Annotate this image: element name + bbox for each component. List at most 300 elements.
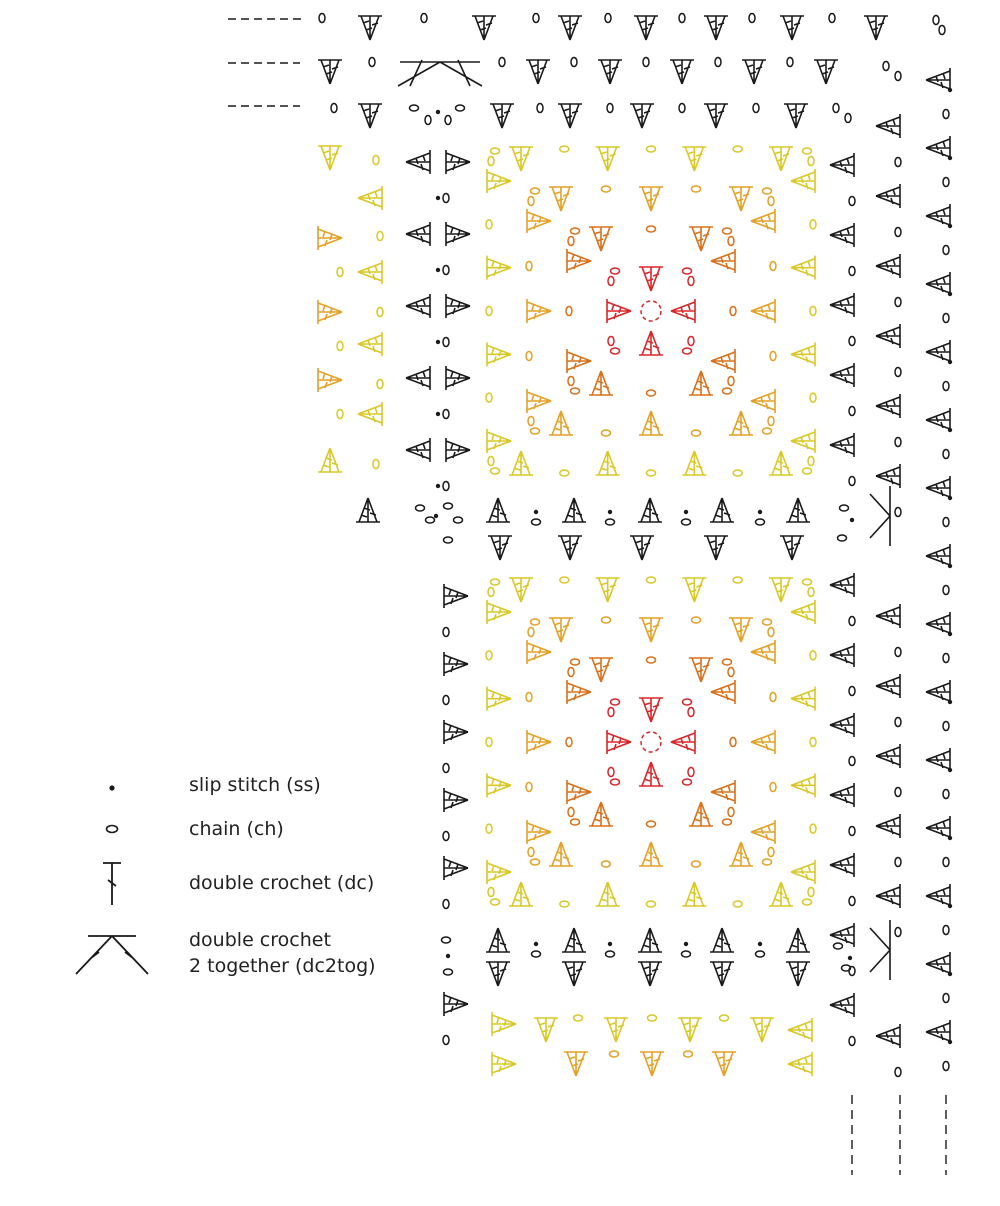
chain-symbol xyxy=(679,104,685,113)
chain-symbol xyxy=(443,266,449,275)
chain-symbol xyxy=(768,628,774,637)
chain-symbol xyxy=(421,14,427,23)
slip-stitch-symbol xyxy=(948,156,952,160)
cluster-symbol xyxy=(671,730,695,754)
cluster-symbol xyxy=(639,762,663,786)
chain-symbol xyxy=(763,188,772,194)
joining-rows xyxy=(356,498,854,986)
cluster-symbol xyxy=(729,411,753,435)
chain-symbol xyxy=(532,951,541,957)
cluster-symbol xyxy=(704,16,728,40)
chain-symbol xyxy=(733,146,742,152)
cluster-symbol xyxy=(791,342,815,366)
chain-symbol xyxy=(810,393,816,402)
chain-symbol xyxy=(829,14,835,23)
chain-symbol xyxy=(763,859,772,865)
chain-symbol xyxy=(647,821,656,827)
cluster-symbol xyxy=(446,438,470,462)
cluster-symbol xyxy=(780,536,804,560)
chain-symbol xyxy=(571,388,580,394)
chain-symbol xyxy=(443,338,449,347)
cluster-symbol xyxy=(711,349,735,373)
cluster-symbol xyxy=(486,928,510,952)
cluster-symbol xyxy=(492,1052,516,1076)
chain-symbol xyxy=(688,708,694,717)
cluster-symbol xyxy=(830,993,854,1017)
cluster-symbol xyxy=(639,842,663,866)
chain-symbol xyxy=(425,116,431,125)
cluster-symbol xyxy=(876,604,900,628)
cluster-symbol xyxy=(876,114,900,138)
cluster-symbol xyxy=(710,498,734,522)
chain-symbol xyxy=(692,861,701,867)
chain-symbol xyxy=(733,901,742,907)
cluster-symbol xyxy=(596,147,620,171)
cluster-symbol xyxy=(876,184,900,208)
chain-symbol xyxy=(443,832,449,841)
slip-stitch-dot-icon xyxy=(109,785,114,790)
chain-symbol xyxy=(647,657,656,663)
chain-symbol xyxy=(943,586,949,595)
cluster-symbol xyxy=(487,773,511,797)
cluster-symbol xyxy=(638,498,662,522)
chain-symbol xyxy=(683,268,692,274)
cluster-symbol xyxy=(567,349,591,373)
cluster-symbol xyxy=(791,687,815,711)
cluster-symbol xyxy=(926,544,950,568)
chain-symbol xyxy=(571,228,580,234)
cluster-symbol xyxy=(926,612,950,636)
cluster-symbol xyxy=(486,962,510,986)
chain-symbol xyxy=(611,779,620,785)
cluster-symbol xyxy=(670,60,694,84)
chain-symbol xyxy=(787,58,793,67)
chain-symbol xyxy=(531,619,540,625)
cluster-symbol xyxy=(876,744,900,768)
chain-symbol xyxy=(443,482,449,491)
cluster-symbol xyxy=(926,816,950,840)
chain-symbol xyxy=(602,617,611,623)
chain-symbol xyxy=(895,228,901,237)
chain-oval-icon xyxy=(107,826,118,833)
chain-symbol xyxy=(528,197,534,206)
slip-stitch-symbol xyxy=(608,510,612,514)
cluster-symbol xyxy=(751,299,775,323)
cluster-symbol xyxy=(509,451,533,475)
chain-symbol xyxy=(692,617,701,623)
center-ring xyxy=(641,301,661,321)
cluster-symbol xyxy=(791,169,815,193)
cluster-symbol xyxy=(472,16,496,40)
chain-symbol xyxy=(605,14,611,23)
chain-symbol xyxy=(803,148,812,154)
chain-symbol xyxy=(895,368,901,377)
legend-dc2tog-label-1: double crochet xyxy=(189,929,331,951)
legend xyxy=(76,774,376,977)
chain-symbol xyxy=(849,827,855,836)
chain-symbol xyxy=(568,808,574,817)
chain-symbol xyxy=(528,848,534,857)
center-ring xyxy=(641,732,661,752)
chain-symbol xyxy=(499,58,505,67)
slip-stitch-symbol xyxy=(948,904,952,908)
chain-symbol xyxy=(723,388,732,394)
chain-symbol xyxy=(608,708,614,717)
cluster-symbol xyxy=(791,256,815,280)
cluster-symbol xyxy=(682,147,706,171)
cluster-symbol xyxy=(358,260,382,284)
cluster-symbol xyxy=(712,1052,736,1076)
cluster-symbol xyxy=(444,992,468,1016)
cluster-symbol xyxy=(490,104,514,128)
chain-symbol xyxy=(768,197,774,206)
chain-symbol xyxy=(566,307,572,316)
chain-symbol xyxy=(756,951,765,957)
slip-stitch-symbol xyxy=(948,836,952,840)
cluster-symbol xyxy=(562,928,586,952)
cluster-symbol xyxy=(639,267,663,291)
chain-symbol xyxy=(895,72,901,81)
cluster-symbol xyxy=(704,536,728,560)
cluster-symbol xyxy=(358,402,382,426)
chain-symbol xyxy=(845,114,851,123)
cluster-symbol xyxy=(689,802,713,826)
cluster-symbol xyxy=(630,536,654,560)
chain-symbol xyxy=(943,178,949,187)
chain-symbol xyxy=(337,268,343,277)
cluster-symbol xyxy=(318,300,342,324)
cluster-symbol xyxy=(791,860,815,884)
chain-symbol xyxy=(611,268,620,274)
chain-symbol xyxy=(319,14,325,23)
chain-symbol xyxy=(526,352,532,361)
chain-symbol xyxy=(808,588,814,597)
cluster-symbol xyxy=(830,713,854,737)
chain-symbol xyxy=(840,505,849,511)
chain-symbol xyxy=(486,824,492,833)
cluster-symbol xyxy=(487,429,511,453)
cluster-symbol xyxy=(876,394,900,418)
chain-symbol xyxy=(770,262,776,271)
chain-symbol xyxy=(849,337,855,346)
cluster-symbol xyxy=(527,299,551,323)
cluster-symbol xyxy=(638,928,662,952)
cluster-symbol xyxy=(526,60,550,84)
cluster-symbol xyxy=(406,150,430,174)
cluster-symbol xyxy=(710,962,734,986)
chain-symbol xyxy=(608,277,614,286)
chain-symbol xyxy=(486,307,492,316)
chain-symbol xyxy=(647,390,656,396)
chain-symbol xyxy=(560,901,569,907)
chain-symbol xyxy=(895,438,901,447)
chain-symbol xyxy=(895,858,901,867)
cluster-symbol xyxy=(830,433,854,457)
chain-symbol xyxy=(537,104,543,113)
chain-symbol xyxy=(849,267,855,276)
chain-symbol xyxy=(454,517,463,523)
chain-symbol xyxy=(939,26,945,35)
chain-symbol xyxy=(607,104,613,113)
cluster-symbol xyxy=(704,104,728,128)
right-border-columns xyxy=(830,68,952,1175)
left-border-columns xyxy=(406,150,470,1045)
slip-stitch-symbol xyxy=(948,88,952,92)
cluster-symbol xyxy=(876,814,900,838)
cluster-symbol xyxy=(711,780,735,804)
slip-stitch-symbol xyxy=(948,972,952,976)
chain-symbol xyxy=(684,1051,693,1057)
chain-symbol xyxy=(369,58,375,67)
cluster-symbol xyxy=(318,146,342,170)
cluster-symbol xyxy=(639,187,663,211)
cluster-symbol xyxy=(682,578,706,602)
cluster-symbol xyxy=(751,389,775,413)
cluster-symbol xyxy=(926,1020,950,1044)
cluster-symbol xyxy=(527,730,551,754)
cluster-symbol xyxy=(830,573,854,597)
cluster-symbol xyxy=(492,1012,516,1036)
cluster-symbol xyxy=(607,730,631,754)
chain-symbol xyxy=(647,901,656,907)
cluster-symbol xyxy=(729,618,753,642)
cluster-symbol xyxy=(446,366,470,390)
cluster-symbol xyxy=(549,187,573,211)
slip-stitch-symbol xyxy=(436,110,440,114)
chain-symbol xyxy=(602,430,611,436)
cluster-symbol xyxy=(876,254,900,278)
chain-symbol xyxy=(531,859,540,865)
chain-symbol xyxy=(679,14,685,23)
cluster-symbol xyxy=(444,652,468,676)
cluster-symbol xyxy=(527,640,551,664)
slip-stitch-symbol xyxy=(948,1040,952,1044)
chain-symbol xyxy=(692,430,701,436)
chain-symbol xyxy=(728,237,734,246)
chain-symbol xyxy=(943,246,949,255)
chain-symbol xyxy=(895,508,901,517)
chain-symbol xyxy=(749,14,755,23)
cluster-symbol xyxy=(527,389,551,413)
slip-stitch-symbol xyxy=(436,412,440,416)
cluster-symbol xyxy=(596,578,620,602)
chain-symbol xyxy=(943,654,949,663)
cluster-symbol xyxy=(639,411,663,435)
slip-stitch-symbol xyxy=(758,942,762,946)
chain-symbol xyxy=(611,699,620,705)
slip-stitch-symbol xyxy=(436,268,440,272)
chain-symbol xyxy=(730,738,736,747)
cluster-symbol xyxy=(604,1018,628,1042)
cluster-symbol xyxy=(678,1018,702,1042)
chain-symbol xyxy=(943,994,949,1003)
chain-symbol xyxy=(486,738,492,747)
slip-stitch-symbol xyxy=(948,768,952,772)
cluster-symbol xyxy=(589,658,613,682)
slip-stitch-symbol xyxy=(948,632,952,636)
slip-stitch-symbol xyxy=(684,510,688,514)
chain-symbol xyxy=(377,232,383,241)
cluster-symbol xyxy=(689,227,713,251)
cluster-symbol xyxy=(446,294,470,318)
chain-symbol xyxy=(488,888,494,897)
cluster-symbol xyxy=(926,884,950,908)
chain-symbol xyxy=(834,943,843,949)
chain-symbol xyxy=(560,146,569,152)
cluster-symbol xyxy=(769,882,793,906)
chain-symbol xyxy=(443,764,449,773)
cluster-symbol xyxy=(729,842,753,866)
chain-symbol xyxy=(849,617,855,626)
cluster-symbol xyxy=(926,68,950,92)
chain-symbol xyxy=(560,577,569,583)
chain-symbol xyxy=(730,307,736,316)
cluster-symbol xyxy=(488,536,512,560)
cluster-symbol xyxy=(509,147,533,171)
cluster-symbol xyxy=(769,578,793,602)
cluster-symbol xyxy=(549,618,573,642)
chain-symbol xyxy=(416,505,425,511)
chain-symbol xyxy=(410,105,419,111)
chain-symbol xyxy=(574,1015,583,1021)
chain-symbol xyxy=(610,1051,619,1057)
chain-symbol xyxy=(373,460,379,469)
cluster-symbol xyxy=(830,853,854,877)
chain-symbol xyxy=(337,342,343,351)
cluster-symbol xyxy=(406,222,430,246)
chain-symbol xyxy=(943,314,949,323)
chain-symbol xyxy=(895,718,901,727)
chain-symbol xyxy=(849,897,855,906)
chain-symbol xyxy=(810,307,816,316)
chain-symbol xyxy=(723,819,732,825)
chain-symbol xyxy=(692,186,701,192)
cluster-symbol xyxy=(926,340,950,364)
cluster-symbol xyxy=(564,1052,588,1076)
chain-symbol xyxy=(756,519,765,525)
chain-symbol xyxy=(377,308,383,317)
chain-symbol xyxy=(568,237,574,246)
cluster-symbol xyxy=(567,249,591,273)
chain-symbol xyxy=(647,226,656,232)
chain-symbol xyxy=(849,1037,855,1046)
cluster-symbol xyxy=(487,600,511,624)
slip-stitch-symbol xyxy=(608,942,612,946)
chain-symbol xyxy=(491,899,500,905)
cluster-symbol xyxy=(830,293,854,317)
granny-square-partial xyxy=(318,146,812,1076)
cluster-symbol xyxy=(406,366,430,390)
chain-symbol xyxy=(377,380,383,389)
chain-symbol xyxy=(943,790,949,799)
slip-stitch-symbol xyxy=(436,340,440,344)
granny-squares-layer xyxy=(318,146,816,1076)
chain-symbol xyxy=(803,579,812,585)
chain-symbol xyxy=(486,651,492,660)
chain-symbol xyxy=(526,783,532,792)
cluster-symbol xyxy=(356,498,380,522)
chain-symbol xyxy=(611,348,620,354)
cluster-symbol xyxy=(630,104,654,128)
chain-symbol xyxy=(763,619,772,625)
chain-symbol xyxy=(682,951,691,957)
cluster-symbol xyxy=(318,226,342,250)
cluster-symbol xyxy=(567,680,591,704)
slip-stitch-symbol xyxy=(948,360,952,364)
cluster-symbol xyxy=(487,860,511,884)
slip-stitch-symbol xyxy=(948,496,952,500)
chain-symbol xyxy=(895,648,901,657)
cluster-symbol xyxy=(358,186,382,210)
chain-symbol xyxy=(526,262,532,271)
slip-stitch-symbol xyxy=(948,564,952,568)
cluster-symbol xyxy=(926,272,950,296)
chain-symbol xyxy=(849,757,855,766)
cluster-symbol xyxy=(358,104,382,128)
dc2tog-symbol xyxy=(870,486,890,546)
top-border-rows xyxy=(228,14,945,129)
legend-dc2tog-label-2: 2 together (dc2tog) xyxy=(189,955,376,977)
cluster-symbol xyxy=(527,209,551,233)
chain-symbol xyxy=(531,188,540,194)
chain-symbol xyxy=(337,410,343,419)
chain-symbol xyxy=(943,382,949,391)
chain-symbol xyxy=(491,468,500,474)
cluster-symbol xyxy=(596,451,620,475)
chain-symbol xyxy=(895,1068,901,1077)
chain-symbol xyxy=(883,62,889,71)
slip-stitch-symbol xyxy=(436,196,440,200)
cluster-symbol xyxy=(876,324,900,348)
cluster-symbol xyxy=(589,371,613,395)
cluster-symbol xyxy=(598,60,622,84)
cluster-symbol xyxy=(607,299,631,323)
chain-symbol xyxy=(715,58,721,67)
chain-symbol xyxy=(443,410,449,419)
chain-symbol xyxy=(849,687,855,696)
chain-symbol xyxy=(833,104,839,113)
chain-symbol xyxy=(808,157,814,166)
cluster-symbol xyxy=(729,187,753,211)
chain-symbol xyxy=(943,926,949,935)
chain-symbol xyxy=(849,477,855,486)
chain-symbol xyxy=(768,848,774,857)
chain-symbol xyxy=(528,417,534,426)
cluster-symbol xyxy=(549,842,573,866)
slip-stitch-symbol xyxy=(758,510,762,514)
chain-symbol xyxy=(571,58,577,67)
chain-symbol xyxy=(895,788,901,797)
chain-symbol xyxy=(895,928,901,937)
chain-symbol xyxy=(373,156,379,165)
chain-symbol xyxy=(566,738,572,747)
slip-stitch-symbol xyxy=(948,428,952,432)
cluster-symbol xyxy=(830,363,854,387)
chain-symbol xyxy=(606,519,615,525)
cluster-symbol xyxy=(830,223,854,247)
cluster-symbol xyxy=(638,962,662,986)
cluster-symbol xyxy=(596,882,620,906)
cluster-symbol xyxy=(446,150,470,174)
cluster-symbol xyxy=(876,674,900,698)
dc2tog-symbol xyxy=(398,60,482,86)
chain-symbol xyxy=(443,900,449,909)
chain-symbol xyxy=(728,808,734,817)
slip-stitch-symbol xyxy=(848,956,852,960)
chain-symbol xyxy=(532,519,541,525)
cluster-symbol xyxy=(549,411,573,435)
slip-stitch-symbol xyxy=(436,484,440,488)
